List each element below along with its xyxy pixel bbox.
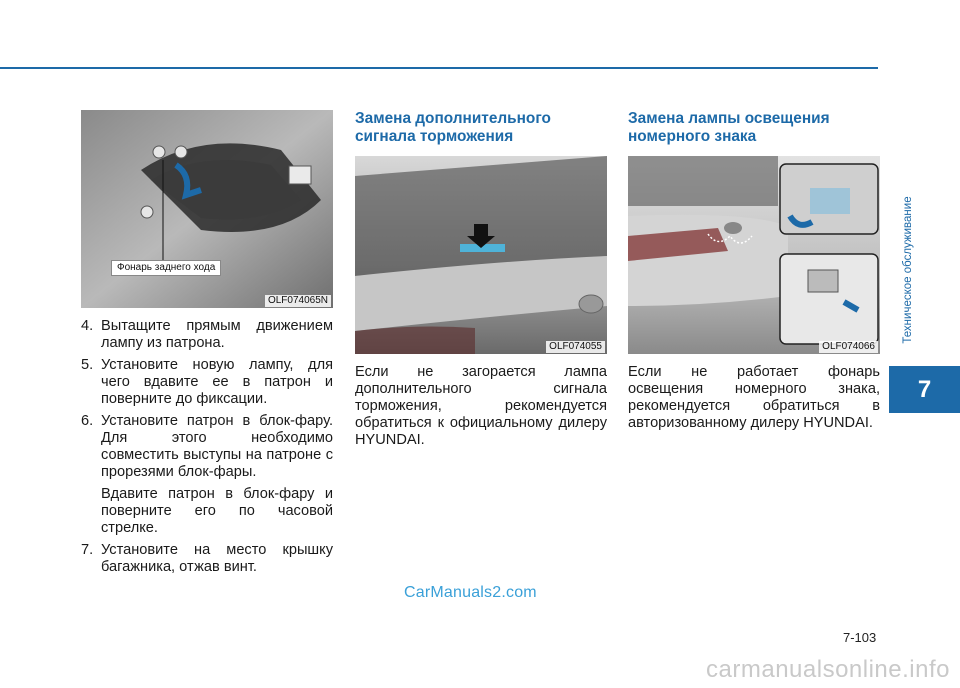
- tail-light-illustration: [81, 110, 333, 308]
- step-text: Установите на место крышку багажника, отжав винт.: [101, 542, 333, 575]
- header-rule: [0, 67, 878, 69]
- watermark-carmanualsonline: carmanualsonline.info: [706, 656, 950, 683]
- figure-code: OLF074066: [819, 341, 878, 353]
- chapter-tab: 7: [889, 366, 960, 413]
- list-item: [81, 542, 333, 576]
- chapter-side-title-text: Техническое обслуживание: [902, 196, 914, 344]
- step-text: Установите патрон в блок-фару. Для этого необходимо совместить выступы на патроне с прорезями блок-фары.: [101, 413, 333, 480]
- list-item: [81, 318, 333, 352]
- body-text: Если не загорается лампа дополнительного сигнала торможения, рекомендуется обратиться к официальному дилеру HYUNDAI.: [355, 364, 607, 448]
- step-number: 7.: [81, 542, 94, 558]
- list-item: [81, 357, 333, 408]
- figure-caption: Фонарь заднего хода: [111, 260, 221, 276]
- column-right: [628, 110, 880, 432]
- step-text: Вытащите прямым движением лампу из патрона.: [101, 318, 333, 351]
- step-number: 6.: [81, 413, 94, 429]
- column-left: [81, 110, 333, 581]
- body-text: Если не работает фонарь освещения номерного знака, рекомендуется обратиться в авторизованному дилеру HYUNDAI.: [628, 364, 880, 431]
- section-heading-brake-light: Замена дополнительного сигнала торможения: [355, 110, 551, 145]
- section-heading-license-lamp: Замена лампы освещения номерного знака: [628, 110, 830, 145]
- step-number: 5.: [81, 357, 94, 373]
- figure-code: OLF074055: [546, 341, 605, 353]
- chapter-side-title: [897, 180, 919, 360]
- step-text: Вдавите патрон в блок-фару и поверните его по часовой стрелке.: [101, 486, 333, 536]
- figure-code: OLF074065N: [265, 295, 331, 307]
- figure-license-plate-lamp: [628, 156, 880, 354]
- steps-list: [81, 318, 333, 576]
- watermark-carmanuals2: CarManuals2.com: [404, 584, 537, 601]
- column-middle: [355, 110, 607, 449]
- step-text: Установите новую лампу, для чего вдавите ее в патрон и поверните до фиксации.: [101, 357, 333, 407]
- figure-high-mount-stop-lamp: [355, 156, 607, 354]
- page-number: 7-103: [843, 630, 877, 645]
- list-item: [81, 413, 333, 537]
- figure-tail-light-socket: [81, 110, 333, 308]
- step-number: 4.: [81, 318, 94, 334]
- license-lamp-illustration: [628, 156, 880, 354]
- brake-light-illustration: [355, 156, 607, 354]
